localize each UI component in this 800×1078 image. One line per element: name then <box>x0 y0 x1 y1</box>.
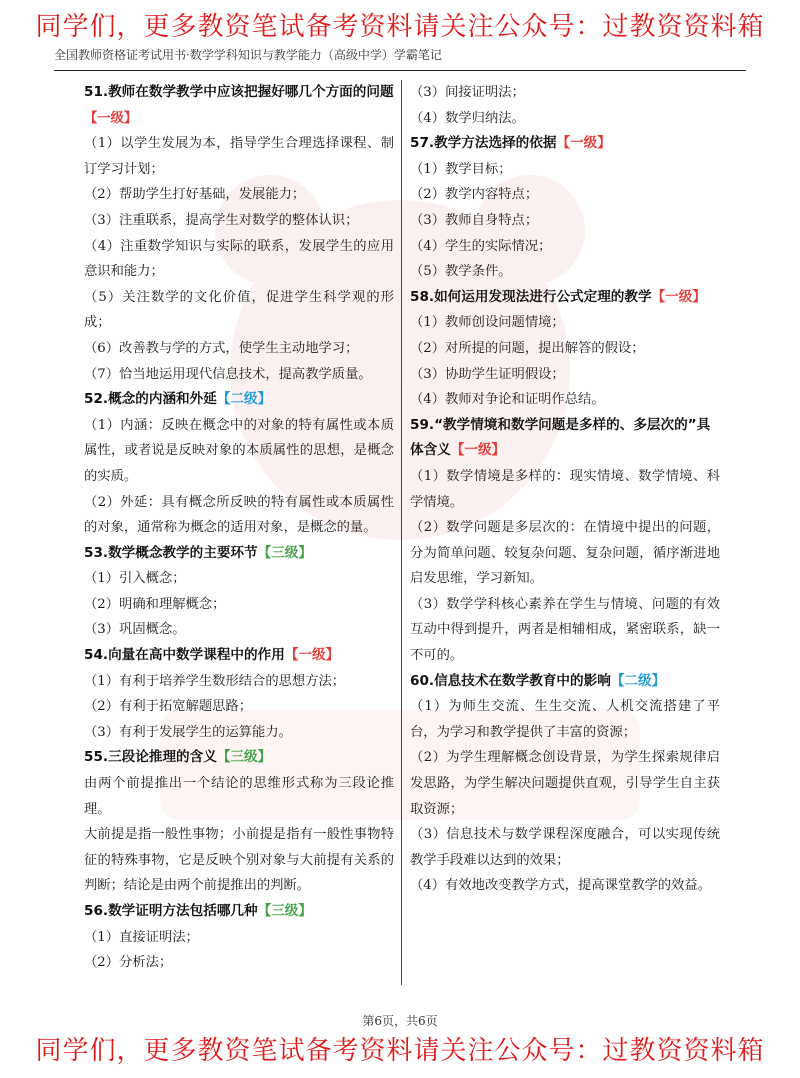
answer-paragraph: （1）引入概念； <box>84 571 186 587</box>
question-heading <box>410 413 720 464</box>
answer-paragraph: （5）关注数学的文化价值，促进学生科学观的形成； <box>84 289 394 331</box>
question-title: 59.“教学情境和数学问题是多样的、多层次的”具体含义 <box>410 416 711 459</box>
header-rule <box>54 70 746 71</box>
answer-paragraph: （3）数学学科核心素养在学生与情境、问题的有效互动中得到提升，两者是相辅相成，紧密联系，缺一不可的。 <box>410 596 720 664</box>
answer-paragraph: （6）改善教与学的方式，使学生主动地学习； <box>84 340 359 356</box>
question-heading <box>84 745 394 771</box>
answer-paragraph: （4）注重数学知识与实际的联系，发展学生的应用意识和能力； <box>84 238 394 280</box>
answer-paragraph: （1）以学生发展为本，指导学生合理选择课程、制订学习计划； <box>84 136 394 177</box>
answer-paragraph: （2）明确和理解概念； <box>84 596 226 612</box>
answer-paragraph: （3）信息技术与数学课程深度融合，可以实现传统教学手段难以达到的效果； <box>410 827 720 868</box>
answer-paragraph: （3）教师自身特点； <box>410 212 539 228</box>
question-heading <box>410 131 720 157</box>
answer-paragraph: 大前提是指一般性事物；小前提是指有一般性事物特征的特殊事物，它是反映个别对象与大前提有关系的判断；结论是由两个前提推出的判断。 <box>84 827 394 894</box>
answer-paragraph: （2）分析法； <box>84 955 173 971</box>
answer-paragraph: （1）数学情境是多样的：现实情境、数学情境、科学情境。 <box>410 468 720 510</box>
level-badge: 【二级】 <box>610 672 666 689</box>
answer-paragraph: （3）协助学生证明假设； <box>410 366 565 382</box>
level-badge: 【一级】 <box>651 288 706 305</box>
left-column <box>84 80 394 976</box>
answer-paragraph: （4）学生的实际情况； <box>410 238 552 254</box>
question-heading <box>410 669 720 695</box>
answer-paragraph: （4）有效地改变教学方式，提高课堂教学的效益。 <box>410 878 711 894</box>
answer-paragraph: （4）教师对争论和证明作总结。 <box>410 392 605 408</box>
answer-paragraph: （2）为学生理解概念创设背景，为学生探索规律启发思路，为学生解决问题提供直观，引导学生自主获取资源； <box>410 750 720 817</box>
level-badge: 【一级】 <box>556 135 611 152</box>
answer-paragraph: （1）有利于培养学生数形结合的思想方法； <box>84 673 346 689</box>
answer-paragraph: （7）恰当地运用现代信息技术，提高教学质量。 <box>84 366 372 382</box>
answer-paragraph: （5）教学条件。 <box>410 264 512 280</box>
level-badge: 【三级】 <box>257 903 312 919</box>
column-divider <box>401 80 402 985</box>
question-title: 53.数学概念教学的主要环节 <box>84 544 258 561</box>
page-number: 第6页，共6页 <box>362 1014 438 1028</box>
question-heading <box>84 541 394 567</box>
answer-paragraph: （2）帮助学生打好基础，发展能力； <box>84 187 306 203</box>
answer-paragraph: （3）注重联系，提高学生对数学的整体认识； <box>84 212 359 228</box>
question-heading <box>84 643 394 669</box>
question-heading <box>84 899 394 925</box>
answer-paragraph: （1）为师生交流、生生交流、人机交流搭建了平台，为学习和教学提供了丰富的资源； <box>410 699 720 740</box>
answer-paragraph: （2）数学问题是多层次的：在情境中提出的问题，分为简单问题、较复杂问题、复杂问题，循序渐进地启发思维，学习新知。 <box>410 520 720 587</box>
question-title: 54.向量在高中数学课程中的作用 <box>84 647 285 664</box>
answer-paragraph: （1）直接证明法； <box>84 929 199 945</box>
answer-paragraph: （2）外延：具有概念所反映的特有属性或本质属性的对象，通常称为概念的适用对象，是概念的量。 <box>84 494 394 536</box>
book-subtitle: 全国教师资格证考试用书·数学学科知识与教学能力（高级中学）学霸笔记 <box>54 48 442 62</box>
level-badge: 【一级】 <box>284 647 340 664</box>
question-heading <box>410 285 720 311</box>
question-title: 58.如何运用发现法进行公式定理的教学 <box>410 288 652 305</box>
question-title: 57.教学方法选择的依据 <box>410 135 557 152</box>
answer-paragraph: （1）教师创设问题情境； <box>410 315 565 331</box>
answer-paragraph: （1）教学目标； <box>410 161 512 177</box>
answer-paragraph: （3）间接证明法； <box>410 85 525 100</box>
answer-paragraph: （1）内涵：反映在概念中的对象的特有属性或本质属性，或者说是反映对象的本质属性的思想，是概念的实质。 <box>84 417 394 484</box>
promo-banner-bottom: 同学们，更多教资笔试备考资料请关注公众号：过教资资料箱 <box>35 1036 765 1066</box>
question-title: 51.教师在数学教学中应该把握好哪几个方面的问题 <box>84 84 394 100</box>
answer-paragraph: 由两个前提推出一个结论的思维形式称为三段论推理。 <box>84 776 394 817</box>
level-badge: 【三级】 <box>216 749 272 766</box>
level-badge: 【一级】 <box>84 110 138 126</box>
answer-paragraph: （2）有利于拓宽解题思路； <box>84 699 253 715</box>
level-badge: 【二级】 <box>216 391 272 408</box>
level-badge: 【三级】 <box>257 544 312 561</box>
right-column <box>410 80 720 899</box>
question-heading <box>84 80 394 106</box>
answer-paragraph: （2）对所提的问题，提出解答的假设； <box>410 340 645 356</box>
answer-paragraph: （2）教学内容特点； <box>410 187 539 203</box>
question-title: 55.三段论推理的含义 <box>84 749 217 766</box>
question-heading <box>84 387 394 413</box>
answer-paragraph: （4）数学归纳法。 <box>410 110 525 126</box>
answer-paragraph: （3）巩固概念。 <box>84 622 186 638</box>
question-title: 60.信息技术在数学教育中的影响 <box>410 672 611 689</box>
promo-banner-top: 同学们，更多教资笔试备考资料请关注公众号：过教资资料箱 <box>35 12 765 42</box>
question-title: 56.数学证明方法包括哪几种 <box>84 903 258 919</box>
level-badge: 【一级】 <box>450 442 506 459</box>
question-title: 52.概念的内涵和外延 <box>84 391 217 408</box>
answer-paragraph: （3）有利于发展学生的运算能力。 <box>84 724 292 740</box>
